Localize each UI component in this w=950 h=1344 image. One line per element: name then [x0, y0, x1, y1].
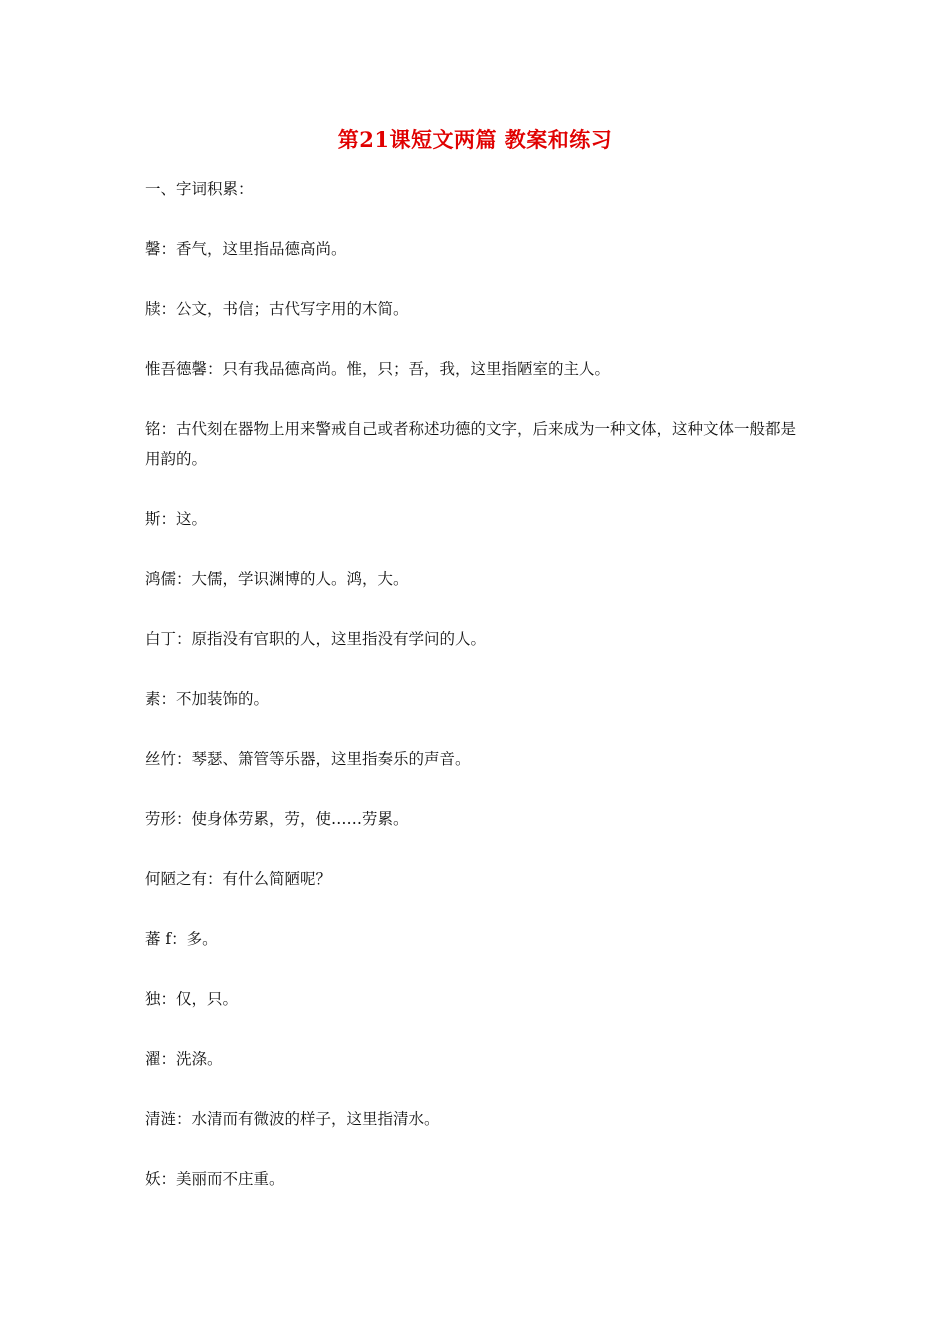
vocab-entry-helouzhiyou: 何陋之有：有什么简陋呢？	[145, 870, 332, 888]
document-title: 第21课短文两篇 教案和练习	[337, 127, 613, 152]
vocab-entry-si: 斯：这。	[145, 510, 208, 528]
vocab-entry-fan: 蕃 f：多。	[145, 930, 218, 948]
vocab-entry-zhuo: 濯：洗涤。	[145, 1050, 223, 1068]
vocab-entry-du: 牍：公文，书信；古代写字用的木简。	[145, 300, 409, 318]
vocab-entry-laoxing: 劳形：使身体劳累，劳，使……劳累。	[145, 810, 409, 828]
vocab-entry-baiding: 白丁：原指没有官职的人，这里指没有学问的人。	[145, 630, 487, 648]
vocab-entry-qinglian: 清涟：水清而有微波的样子，这里指清水。	[145, 1110, 440, 1128]
vocab-entry-yao: 妖：美丽而不庄重。	[145, 1170, 285, 1188]
section-heading: 一、字词积累：	[145, 180, 254, 198]
vocab-entry-ming: 铭：古代刻在器物上用来警戒自己或者称述功德的文字，后来成为一种文体，这种文体一般都是用韵的。	[145, 420, 797, 468]
vocab-entry-sizhu: 丝竹：琴瑟、箫管等乐器，这里指奏乐的声音。	[145, 750, 471, 768]
vocab-entry-weiwudexin: 惟吾德馨：只有我品德高尚。惟，只；吾，我，这里指陋室的主人。	[145, 360, 611, 378]
vocab-entry-su: 素：不加装饰的。	[145, 690, 270, 708]
vocab-entry-du-only: 独：仅，只。	[145, 990, 239, 1008]
vocab-entry-xin: 馨：香气，这里指品德高尚。	[145, 240, 347, 258]
vocab-entry-hongru: 鸿儒：大儒，学识渊博的人。鸿，大。	[145, 570, 409, 588]
document-body	[145, 174, 810, 1224]
